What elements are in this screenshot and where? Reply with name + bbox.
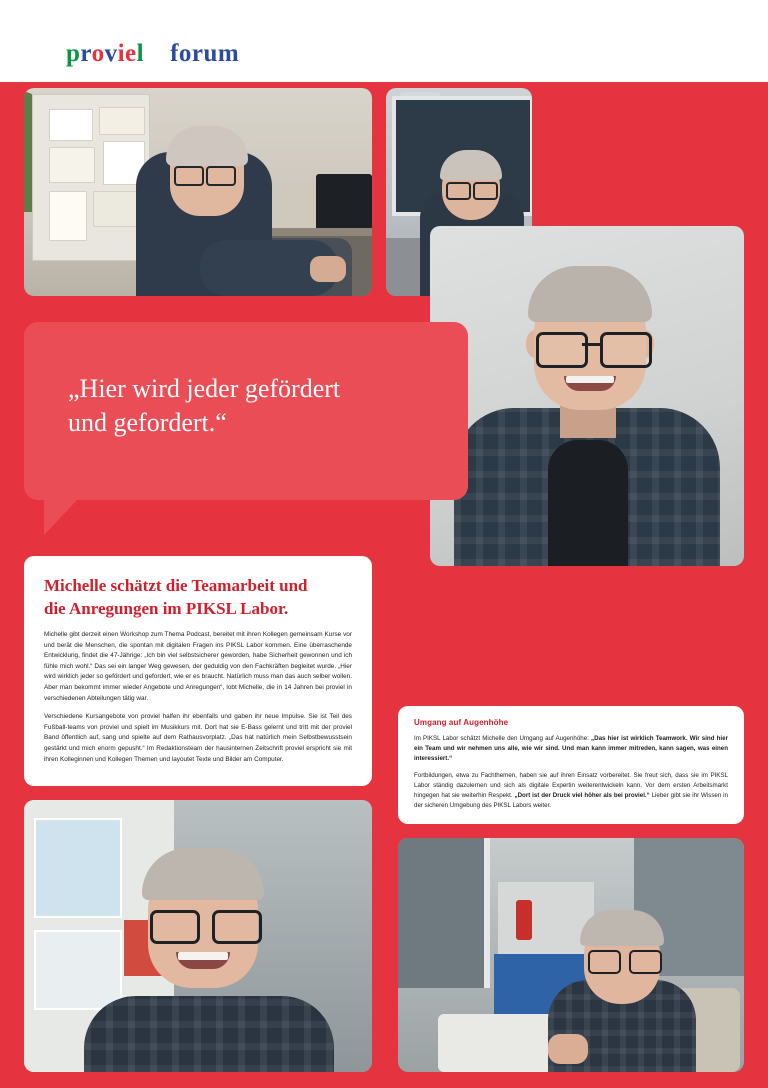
sidebar-paragraph-1 [414, 734, 728, 765]
sidebar-p2-plain-a: Fortbildungen, etwa zu Fachthemen, haben sie auf ihren Einsatz vorbereitet. Sie freut sich, dass sie im PIKSL Labor ständig dazulernen und sich als digitale Expertin weiterentwickeln kann. Vor dem ersten Arbeitsmarkt hingegen hat sie weiterhin Respekt. [414, 771, 728, 800]
sidebar-card-title: Umgang auf Augenhöhe [414, 718, 509, 727]
article-card [24, 556, 372, 786]
person-teeth [566, 376, 614, 383]
article-title-line-2: die Anregungen im PIKSL Labor. [44, 599, 289, 618]
person-teeth [178, 952, 228, 960]
article-title [44, 574, 352, 620]
logo-o: o [91, 40, 105, 67]
pinned-note [99, 107, 145, 135]
logo-v: v [104, 40, 118, 67]
page-header [0, 0, 768, 82]
pinned-note [49, 109, 93, 141]
pinboard [32, 94, 150, 261]
pull-quote-bubble [24, 322, 468, 500]
monitor-shape [316, 174, 372, 230]
poster-shape [34, 818, 122, 918]
logo-i: i [117, 40, 126, 67]
photo-table-scene [398, 838, 744, 1072]
sidebar-p1-bold: „Das hier ist wirklich Teamwork. Wir sind hier ein Team und wir nehmen uns alle, wie wir sind. Und man kann immer mitreden, kann sagen, was einen interessiert.“ [414, 735, 728, 763]
logo-pro: p [66, 40, 81, 67]
photo-office-desk [24, 88, 372, 296]
plaid-pattern [84, 996, 334, 1072]
sidebar-p2-bold: „Dort ist der Druck viel höher als bei proviel.“ [514, 792, 650, 800]
logo-r: r [80, 40, 92, 67]
glasses-bridge [582, 343, 600, 346]
glasses-icon [446, 182, 496, 196]
pull-quote-line-1: „Hier wird jeder gefördert [68, 374, 341, 403]
poster-shape [34, 930, 122, 1010]
photo-smiling-portrait [24, 800, 372, 1072]
logo-forum: forum [170, 40, 240, 67]
article-body [44, 630, 352, 765]
logo-l: l [136, 40, 145, 67]
person-hand [310, 256, 346, 282]
pull-quote-text [68, 372, 438, 440]
article-paragraph-1: Michelle gibt derzeit einen Workshop zum Thema Podcast, bereitet mit ihren Kollegen gemeinsam Kurse vor und berät die Menschen, die spontan mit digitalen Fragen ins PIKSL Labor kommen. Eine überraschende Entwicklung, findet die 47-Jährige: „Ich bin viel selbstsicherer geworden, habe Sicherheit gewonnen und ich fühle mich wohl.“ Das sei ein langer Weg gewesen, der geduldig von den Fachkräften begleitet wurde. „Hier wird wirklich jeder so gefördert und gefordert, wie er es braucht. Natürlich muss man das auch selber wollen. Aber man bekommt immer wieder Angebote und Anregungen“, lobt Michelle, die in 14 Jahren bei proviel in verschiedenen Abteilungen tätig war. [44, 631, 352, 702]
glasses-icon [588, 950, 658, 970]
sidebar-p2-plain-b: Lieber gibt sie ihr Wissen in der sicheren Umgebung des PIKSL Labors weiter. [414, 792, 728, 810]
photo-large-portrait [430, 226, 744, 566]
window-left [398, 838, 490, 988]
person-hair [580, 910, 664, 946]
sidebar-paragraph-2 [414, 771, 728, 812]
proviel-forum-logo [66, 40, 239, 68]
sidebar-p1-plain: Im PIKSL Labor schätzt Michelle den Umgang auf Augenhöhe: [414, 735, 592, 742]
pinned-note [49, 147, 95, 183]
pull-quote-line-2: und gefordert.“ [68, 408, 227, 437]
glasses-icon [174, 166, 236, 182]
glasses-icon [536, 332, 646, 362]
article-paragraph-2: Verschiedene Kursangebote von proviel halfen ihr ebenfalls und gaben ihr neue Impulse. Sie ist Teil des Fußball-teams von proviel und spielt im Musikkurs mit. Dort hat sie E-Bass gelernt und tritt mit der proviel Band öffentlich auf, sang und spielte auf dem Rathausvorplatz. „Das hat natürlich mein Selbstbewusstsein gestärkt und mich enorm gepusht.“ Im Redaktionsteam der hausinternen Zeitschrift proviel erspricht sie mit ihren Kolleginnen und Kollegen Themen und layoutet Texte und Bilder am Computer. [44, 713, 352, 763]
inner-shirt [548, 440, 628, 566]
bottle-shape [516, 900, 532, 940]
person-hand-thumbs-up [548, 1034, 588, 1064]
sidebar-card-augenhoehe [398, 706, 744, 824]
glasses-icon [150, 910, 256, 938]
pinned-note [49, 191, 87, 241]
pull-quote-tail [44, 499, 78, 535]
article-title-line-1: Michelle schätzt die Teamarbeit und [44, 576, 308, 595]
logo-e: e [125, 40, 137, 67]
